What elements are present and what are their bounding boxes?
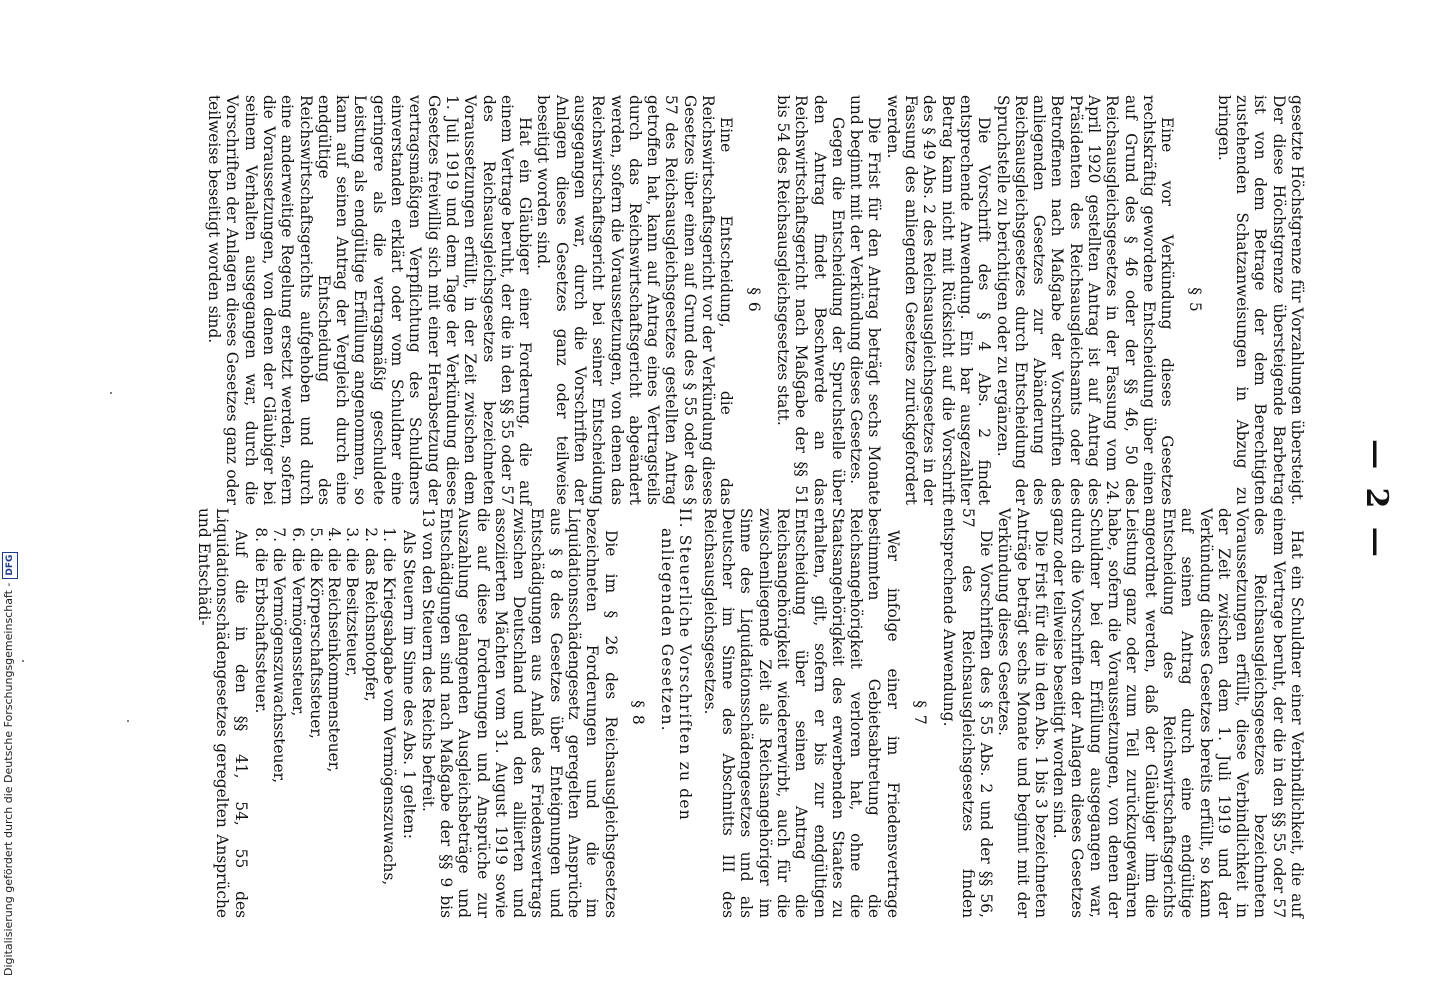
section-heading-5: § 5 bbox=[1185, 287, 1204, 313]
dfg-logo-icon: DFG bbox=[2, 552, 18, 579]
paragraph: Eine vor Verkündung dieses Gesetzes rechtskräftig gewordene Entscheidung über einen auf Grund des § 46 oder der §§ 46, 50 des Reichsausgleichsgesetzes in der Fassung vom 24. April 1920 gestellten Antrag ist auf Antrag des Präsidenten des Reichsausgleichsamts oder des Betroffenen nach Maßgabe der Vorschriften des anliegenden Gesetzes zur Abänderung des Reichsausgleichsgesetzes durch Entscheidung der Spruchstelle zu berichtigen oder zu ergänzen. bbox=[993, 95, 1177, 505]
section-heading-6: § 6 bbox=[744, 287, 763, 313]
list-item-number: 5. bbox=[306, 527, 325, 542]
section-heading-8: § 8 bbox=[628, 700, 647, 726]
digitization-credit bbox=[2, 2, 18, 992]
paragraph: Die Vorschriften des § 55 Abs. 2 und der §§ 56, 57 des Reichsausgleichsgesetzes finden entsprechende Anwendung. bbox=[940, 508, 995, 918]
scan-speck bbox=[127, 720, 129, 722]
paragraph: Die Vorschrift des § 4 Abs. 2 findet entsprechende Anwendung. Ein bar ausgezahlter Betrag kann nicht mit Rücksicht auf die Vorschrift des § 49 Abs. 2 des Reichsausgleichsgesetzes in der Fassung des anliegenden Gesetzes zurückgefordert werden. bbox=[883, 95, 994, 505]
list-item bbox=[343, 526, 361, 918]
paragraph: Gegen die Entscheidung der Spruchstelle über den Antrag findet Beschwerde an das Reichswirtschaftsgericht nach Maßgabe der §§ 51 bis 54 des Reichsausgleichsgesetzes statt. bbox=[773, 95, 847, 505]
list-item-number: 2. bbox=[361, 527, 380, 542]
paragraph: Eine Entscheidung, die das Reichswirtschaftsgericht vor der Verkündung dieses Gesetzes über einen auf Grund des § 55 oder des § 57 des Reichsausgleichsgesetzes gestellten Antrag getroffen hat, kann auf Antrag eines Vertragsteils durch das Reichswirtschaftsgericht abgeändert werden, sofern die Voraussetzungen, von denen das Reichswirtschaftsgericht bei seiner Entscheidung ausgegangen war, durch die Vorschriften der Anlagen dieses Gesetzes ganz oder teilweise beseitigt worden sind. bbox=[534, 95, 736, 505]
paragraph: Die im § 26 des Reichsausgleichsgesetzes bezeichneten Forderungen und die im Liquidationsschädengesetz geregelten Ansprüche aus § 8 des Gesetzes über Enteignungen und Entschädigungen aus Anlaß des Friedensvertrags zwischen Deutschland und den alliierten und assoziierten Mächten vom 31. August 1919 sowie die auf diese Forderungen und Ansprüche zur Auszahlung gelangenden Ausgleichsbeträge und Entschädigungen sind nach Maßgabe der §§ 9 bis 13 von den Steuern des Reichs befreit. bbox=[418, 508, 620, 918]
list-item-text: die Besitzsteuer, bbox=[343, 548, 362, 678]
list-item-number: 4. bbox=[325, 527, 344, 542]
tax-list bbox=[252, 508, 398, 918]
list-item-number: 1. bbox=[380, 527, 399, 542]
credit-text: Digitalisierung gefördert durch die Deutsche Forschungsgemeinschaft - bbox=[2, 582, 15, 976]
list-item bbox=[380, 526, 398, 918]
list-item bbox=[270, 526, 288, 918]
part-heading bbox=[658, 508, 695, 918]
scan-speck bbox=[110, 392, 112, 394]
paragraph: Hat ein Gläubiger einer Forderung, die auf einem Vertrage beruht, der die in den §§ 55 oder 57 des Reichsausgleichsgesetzes bezeichneten Voraussetzungen erfüllt, in der Zeit zwischen dem 1. Juli 1919 und dem Tage der Verkündung dieses Gesetzes freiwillig sich mit einer Herabsetzung der vertragsmäßigen Verpflichtung des Schuldners einverstanden erklärt oder vom Schuldner eine geringere als die vertragsmäßig geschuldete Leistung als endgültige Erfüllung angenommen, so kann auf seinen Antrag der Vergleich durch eine endgültige Entscheidung des Reichswirtschaftsgerichts aufgehoben und durch eine anderweitige Regelung ersetzt werden, sofern die Voraussetzungen, von denen der Gläubiger bei seinem Verhalten ausgegangen war, durch die Vorschriften der Anlagen dieses Gesetzes ganz oder teilweise beseitigt worden sind. bbox=[205, 95, 535, 505]
paragraph: Die Frist für den Antrag beträgt sechs Monate und beginnt mit der Verkündung dieses Gesetzes. bbox=[847, 95, 884, 505]
right-column bbox=[195, 508, 1306, 918]
list-item-text: das Reichsnotopfer, bbox=[361, 548, 380, 702]
list-item-text: die Reichseinkommensteuer, bbox=[325, 548, 344, 773]
section-heading-7: § 7 bbox=[911, 700, 930, 726]
credit-text-line bbox=[2, 552, 18, 976]
left-column bbox=[205, 95, 1306, 505]
list-item bbox=[288, 526, 306, 918]
paragraph: Hat ein Schuldner einer Verbindlichkeit, die auf einem Vertrage beruht, der die in den §§ 55 oder 57 des Reichsausgleichsgesetzes bezeichneten Voraussetzungen erfüllt, diese Verbindlichkeit in der Zeit zwischen dem 1. Juli 1919 und der Verkündung dieses Gesetzes bereits erfüllt, so kann auf seinen Antrag durch eine endgültige Entscheidung des Reichswirtschaftsgerichts angeordnet werden, daß der Gläubiger ihm die Leistung ganz oder zum Teil zurückzugewähren habe, sofern die Voraussetzungen, von denen der Schuldner bei der Erfüllung ausgegangen war, durch die Vorschriften der Anlagen dieses Gesetzes ganz oder teilweise beseitigt worden sind. bbox=[1050, 508, 1306, 918]
list-item-text: die Körperschaftssteuer, bbox=[306, 548, 325, 739]
list-item bbox=[325, 526, 343, 918]
list-item-text: die Vermögenssteuer, bbox=[288, 548, 307, 717]
list-item-text: die Kriegsabgabe vom Vermögenszuwachs, bbox=[380, 548, 399, 886]
list-item bbox=[307, 526, 325, 918]
paragraph: Die Frist für die in den Abs. 1 bis 3 bezeichneten Anträge beträgt sechs Monate und beginnt mit der Verkündung dieses Gesetzes. bbox=[995, 508, 1050, 918]
list-item-text: die Erbschaftssteuer. bbox=[251, 548, 270, 714]
list-item-text: die Vermögenszuwachssteuer, bbox=[270, 548, 289, 784]
paragraph: Auf die in den §§ 41, 54, 55 des Liquidationsschädengesetzes geregelten Ansprüche und Entschädi- bbox=[195, 508, 250, 918]
list-item-number: 6. bbox=[288, 527, 307, 542]
list-intro: Als Steuern im Sinne des Abs. 1 gelten: bbox=[400, 530, 419, 839]
paragraph: Wer infolge einer im Friedensvertrage bestimmten Gebietsabtretung die Reichsangehörigkeit verloren hat, ohne die Staatsangehörigkeit des erwerbenden Staates zu erhalten, gilt, sofern er bis zur endgültigen Entscheidung über seinen Antrag die Reichsangehörigkeit wiedererwirbt, auch für die zwischenliegende Zeit als Reichsangehöriger im Sinne des Liquidationsschädengesetzes und als Deutscher im Sinne des Abschnitts III des Reichsausgleichsgesetzes. bbox=[700, 508, 902, 918]
list-item bbox=[252, 526, 270, 918]
list-item bbox=[361, 526, 379, 918]
page-number: — 2 — bbox=[1359, 439, 1394, 561]
list-item-number: 3. bbox=[343, 527, 362, 542]
scan-speck bbox=[22, 660, 24, 662]
paragraph-continuation: gesetzte Höchstgrenze für Vorzahlungen übersteigt. Der diese Höchstgrenze übersteigende Barbetrag ist von dem Betrage der dem Berechtigten zustehenden Schatzanweisungen in Abzug zu bringen. bbox=[1214, 95, 1306, 505]
part-title: Steuerliche Vorschriften zu den anliegenden Gesetzen. bbox=[658, 528, 695, 821]
list-item-number: 8. bbox=[251, 527, 270, 542]
list-item-number: 7. bbox=[270, 527, 289, 542]
part-number: II. bbox=[676, 508, 695, 529]
